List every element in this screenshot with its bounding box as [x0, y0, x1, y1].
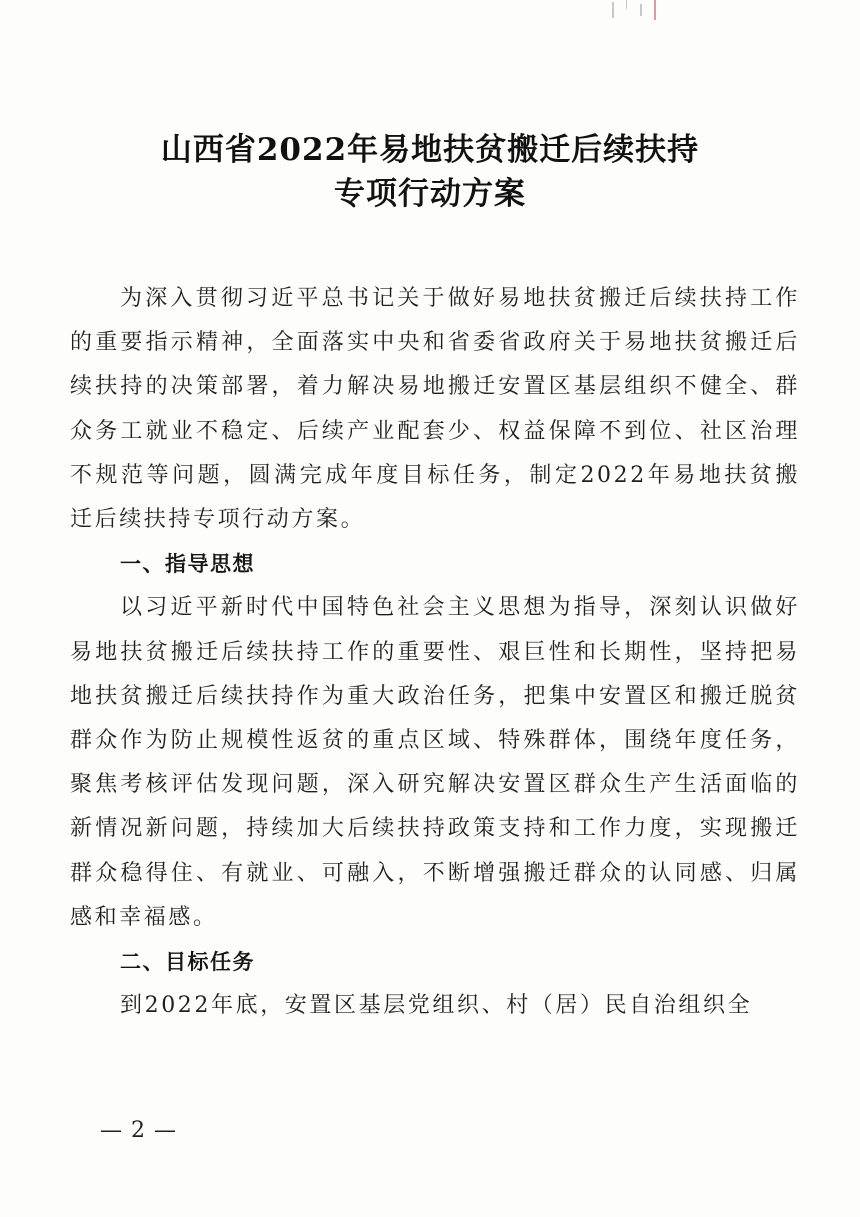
page-number: — 2 —	[100, 1118, 177, 1143]
section-heading-target-tasks: 二、目标任务	[120, 950, 255, 975]
target-tasks-paragraph: 到2022年底，安置区基层党组织、村（居）民自治组织全	[120, 993, 753, 1019]
document-title-line-2: 专项行动方案	[334, 176, 526, 212]
document-title-line-1: 山西省2022年易地扶贫搬迁后续扶持	[160, 132, 700, 168]
document-body	[70, 277, 800, 1028]
guiding-thought-paragraph: 以习近平新时代中国特色社会主义思想为指导，深刻认识做好易地扶贫搬迁后续扶持工作的重要性、艰巨性和长期性，坚持把易地扶贫搬迁后续扶持作为重大政治任务，把集中安置区和搬迁脱贫群众作为防止规模性返贫的重点区域、特殊群体，围绕年度任务，聚焦考核评估发现问题，深入研究解决安置区群众生产生活面临的新情况新问题，持续加大后续扶持政策支持和工作力度，实现搬迁群众稳得住、有就业、可融入，不断增强搬迁群众的认同感、归属感和幸福感。	[70, 595, 800, 930]
scan-corner-mark	[612, 0, 664, 22]
intro-paragraph: 为深入贯彻习近平总书记关于做好易地扶贫搬迁后续扶持工作的重要指示精神，全面落实中央和省委省政府关于易地扶贫搬迁后续扶持的决策部署，着力解决易地搬迁安置区基层组织不健全、群众务工就业不稳定、后续产业配套少、权益保障不到位、社区治理不规范等问题，圆满完成年度目标任务，制定2022年易地扶贫搬迁后续扶持专项行动方案。	[70, 286, 800, 533]
section-heading-guiding-thought: 一、指导思想	[120, 552, 255, 577]
